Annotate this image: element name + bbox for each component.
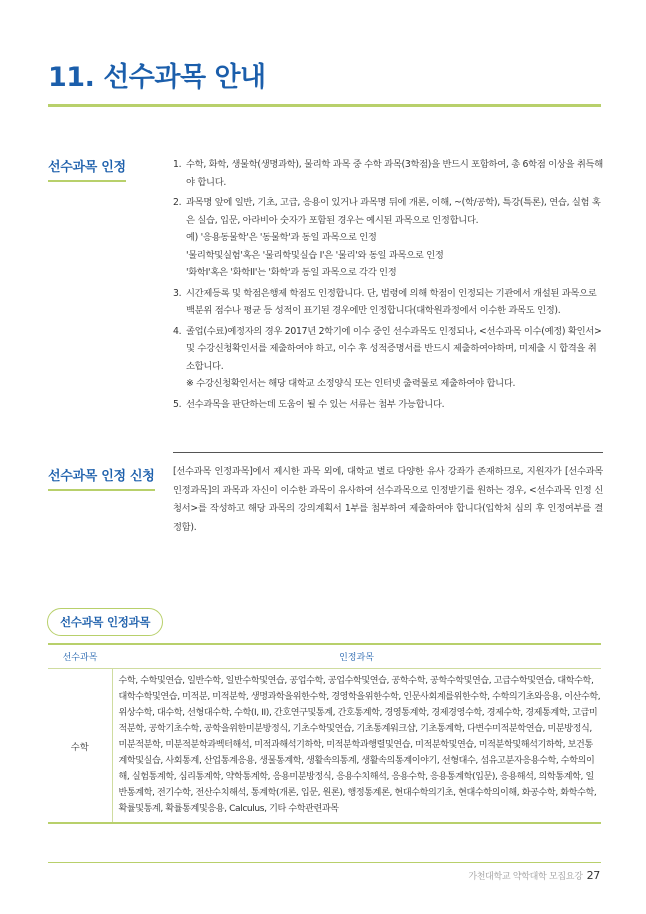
list-item (173, 156, 603, 191)
item-text: 졸업(수료)예정자의 경우 2017년 2학기에 이수 중인 선수과목도 인정되나, <선수과목 이수(예정) 확인서> 및 수강신청확인서를 제출하여야 하고, 이수 후 성적증명서를 반드시 제출하여야하며, 미제출 시 합격을 취소합니다. (186, 325, 602, 372)
recognition-rules-list (173, 156, 603, 413)
section-heading-recognized-courses: 선수과목 인정과목 (47, 608, 163, 636)
item-number: 3. (173, 287, 182, 299)
page-footer (468, 869, 600, 882)
list-item (173, 194, 603, 229)
list-item-example (173, 247, 603, 265)
example-text: '물리학및실험'혹은 '물리학및실습 I'은 '물리'와 동일 과목으로 인정 (186, 249, 444, 261)
section-heading-recognition-application: 선수과목 인정 신청 (48, 465, 155, 491)
note-text: ※ 수강신청확인서는 해당 대학교 소정양식 또는 인터넷 출력물로 제출하여야 합니다. (186, 378, 516, 389)
table-header-row (48, 644, 601, 669)
courses-cell: 수학, 수학및연습, 일반수학, 일반수학및연습, 공업수학, 공업수학및연습, 공학수학, 공학수학및연습, 고급수학및연습, 대학수학, 대학수학및연습, 미적분, 미적분학, 생명과학을위한수학, 경영학을위한수학, 인문사회계를위한수학, 수학의기초와응용, 이산수학, 위상수학, 대수학, 선형대수학, 수학(I, II), 간호연구및통계, 간호통계학, 경영통계학, 경제경영수학, 경제수학, 경제통계학, 고급미적분학, 공학기초수학, 공학을위한미분방정식, 기초수학및연습, 기초통계워크샵, 기초통계학, 다변수미적분학연습, 미분방정식, 미분적분학, 미분적분학과벡터해석, 미적과해석기하학, 미적분학과행렬및연습, 미적분학및연습, 미적분학및해석기하학, 보건통계학및실습, 사회통계, 산업통계응용, 생물통계학, 생활속의통계, 생활속의통계이야기, 선형대수, 섬유고분자응용수학, 수학의이해, 실험통계학, 심리통계학, 약학통계학, 응용미분방정식, 응용수치해석, 응용수학, 응용통계학(입문), 응용해석, 의학통계학, 일반통계학, 전기수학, 전산수치해석, 통계학(개론, 입문, 원론), 행정통계론, 현대수학의기초, 현대수학의이해, 화공수학, 화학수학, 확률및통계, 확률통계및응용, Calculus, 기타 수학관련과목 (112, 669, 601, 824)
item-number: 5. (173, 398, 182, 410)
list-item-example (173, 229, 603, 247)
recognized-courses-table (48, 643, 601, 824)
list-item-example (173, 264, 603, 282)
footer-divider (48, 862, 601, 863)
table-row (48, 669, 601, 824)
title-divider (48, 104, 601, 107)
page-title: 11. 선수과목 안내 (48, 62, 266, 93)
column-header-recognized: 인정과목 (112, 644, 601, 669)
column-header-prerequisite: 선수과목 (48, 644, 112, 669)
item-number: 4. (173, 325, 182, 337)
item-number: 1. (173, 159, 182, 170)
item-text: 과목명 앞에 일반, 기초, 고급, 응용이 있거나 과목명 뒤에 개론, 이해, ~(학/공학), 특강(특론), 연습, 실험 혹은 실습, 입문, 아라비아 숫자가 포함된 경우는 예시된 과목으로 인정합니다. (186, 197, 601, 226)
list-item (173, 323, 603, 376)
page-number: 27 (586, 869, 600, 882)
list-item (173, 285, 603, 320)
list-item (173, 396, 603, 414)
footer-text: 가천대학교 약학대학 모집요강 (468, 872, 583, 882)
example-text: '화학I'혹은 '화학II'는 '화학'과 동일 과목으로 각각 인정 (186, 267, 397, 278)
item-number: 2. (173, 197, 182, 208)
section-divider (173, 452, 603, 453)
item-text: 선수과목을 판단하는데 도움이 될 수 있는 서류는 첨부 가능합니다. (186, 398, 445, 410)
subject-cell: 수학 (48, 669, 112, 824)
item-text: 시간제등록 및 학점은행제 학점도 인정합니다. 단, 법령에 의해 학점이 인정되는 기관에서 개설된 과목으로 백분위 점수나 평균 등 성적이 표기된 경우에만 인정합니다(대학원과정에서 이수한 과목도 인정). (186, 287, 597, 316)
example-text: 예) '응용동물학'은 '동물학'과 동일 과목으로 인정 (186, 232, 377, 243)
application-paragraph: [선수과목 인정과목]에서 제시한 과목 외에, 대학교 별로 다양한 유사 강좌가 존재하므로, 지원자가 [선수과목 인정과목]의 과목과 자신이 이수한 과목이 유사하여 선수과목으로 인정받기를 원하는 경우, <선수과목 인정 신청서>를 작성하고 해당 과목의 강의계획서 1부를 첨부하여 제출하여야 합니다(입학처 심의 후 인정여부를 결정함). (173, 466, 603, 533)
section-heading-prerequisite-recognition: 선수과목 인정 (48, 156, 126, 182)
list-item-note (173, 375, 603, 393)
item-text: 수학, 화학, 생물학(생명과학), 물리학 과목 중 수학 과목(3학점)을 반드시 포함하여, 총 6학점 이상을 취득해야 합니다. (186, 159, 603, 188)
